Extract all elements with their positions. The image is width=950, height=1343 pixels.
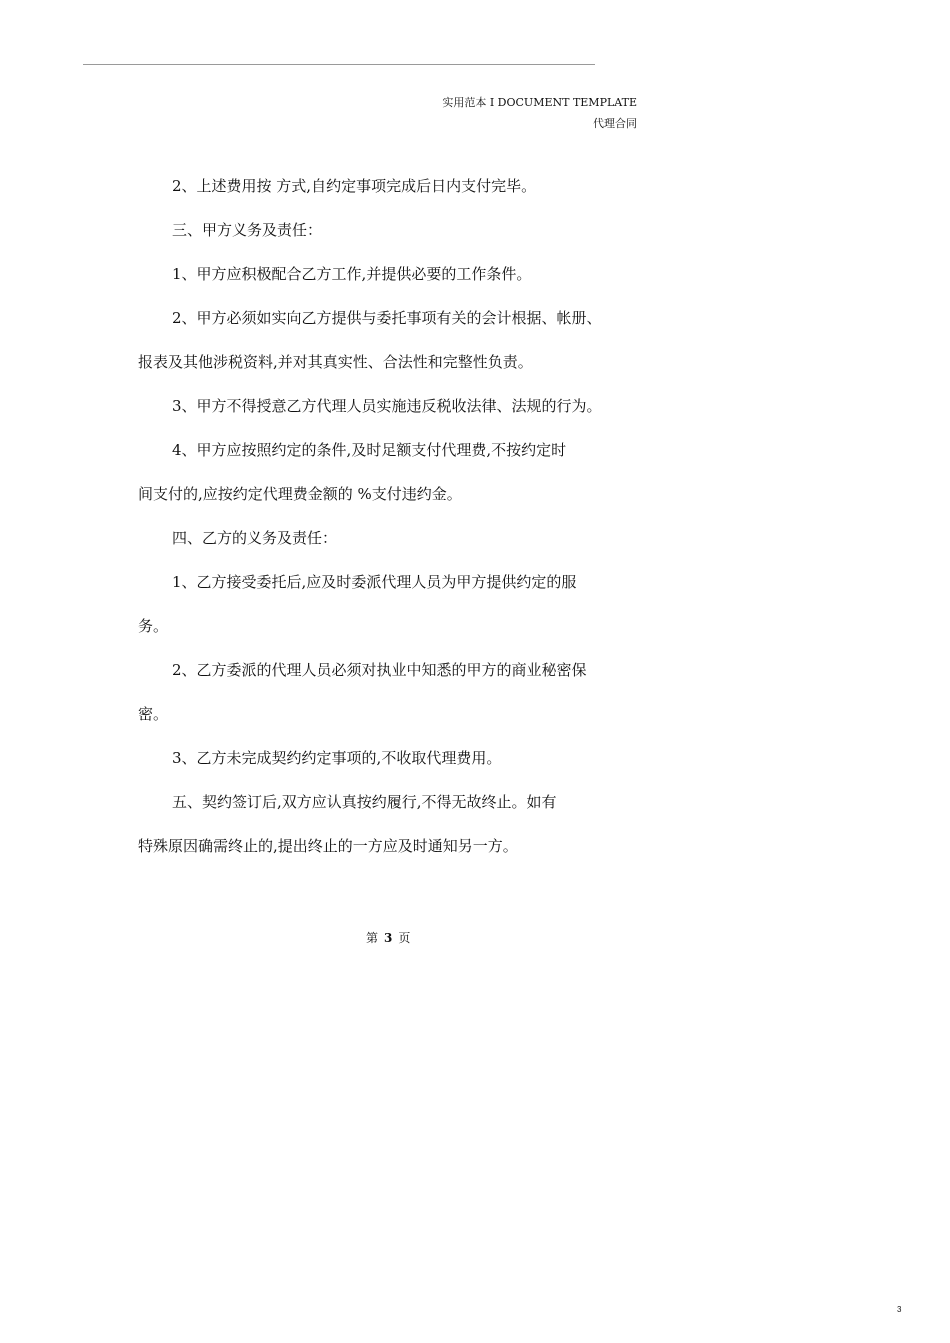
footer-page-number: 3 [384, 931, 393, 945]
footer-prefix: 第 [366, 931, 379, 945]
corner-page-number: 3 [897, 1305, 902, 1314]
paragraph-party-b-2: 2、乙方委派的代理人员必须对执业中知悉的甲方的商业秘密保 [172, 661, 587, 679]
section-heading-party-a: 三、甲方义务及责任： [172, 221, 323, 239]
paragraph-termination: 五、契约签订后,双方应认真按约履行,不得无故终止。如有 [172, 793, 557, 811]
paragraph-party-a-4-cont: 间支付的,应按约定代理费金额的 %支付违约金。 [138, 485, 462, 503]
paragraph-termination-cont: 特殊原因确需终止的,提出终止的一方应及时通知另一方。 [138, 837, 518, 855]
header-rule [83, 64, 595, 65]
paragraph-party-b-2-cont: 密。 [138, 705, 169, 723]
paragraph-party-b-1: 1、乙方接受委托后,应及时委派代理人员为甲方提供约定的服 [172, 573, 577, 591]
paragraph-party-a-4: 4、甲方应按照约定的条件,及时足额支付代理费,不按约定时 [172, 441, 567, 459]
paragraph-party-b-3: 3、乙方未完成契约约定事项的,不收取代理费用。 [172, 749, 502, 767]
header-doc-title: 代理合同 [593, 117, 637, 130]
paragraph-party-a-3: 3、甲方不得授意乙方代理人员实施违反税收法律、法规的行为。 [172, 397, 602, 415]
header-template-label: 实用范本 I DOCUMENT TEMPLATE [442, 96, 637, 109]
paragraph-party-a-1: 1、甲方应积极配合乙方工作,并提供必要的工作条件。 [172, 265, 532, 283]
footer-suffix: 页 [398, 931, 411, 945]
page-footer [366, 929, 410, 946]
section-heading-party-b: 四、乙方的义务及责任： [172, 529, 338, 547]
paragraph-party-a-2-cont: 报表及其他涉税资料,并对其真实性、合法性和完整性负责。 [138, 353, 533, 371]
paragraph-payment-terms: 2、上述费用按 方式,自约定事项完成后日内支付完毕。 [172, 177, 537, 195]
paragraph-party-a-2: 2、甲方必须如实向乙方提供与委托事项有关的会计根据、帐册、 [172, 309, 602, 327]
paragraph-party-b-1-cont: 务。 [138, 617, 169, 635]
